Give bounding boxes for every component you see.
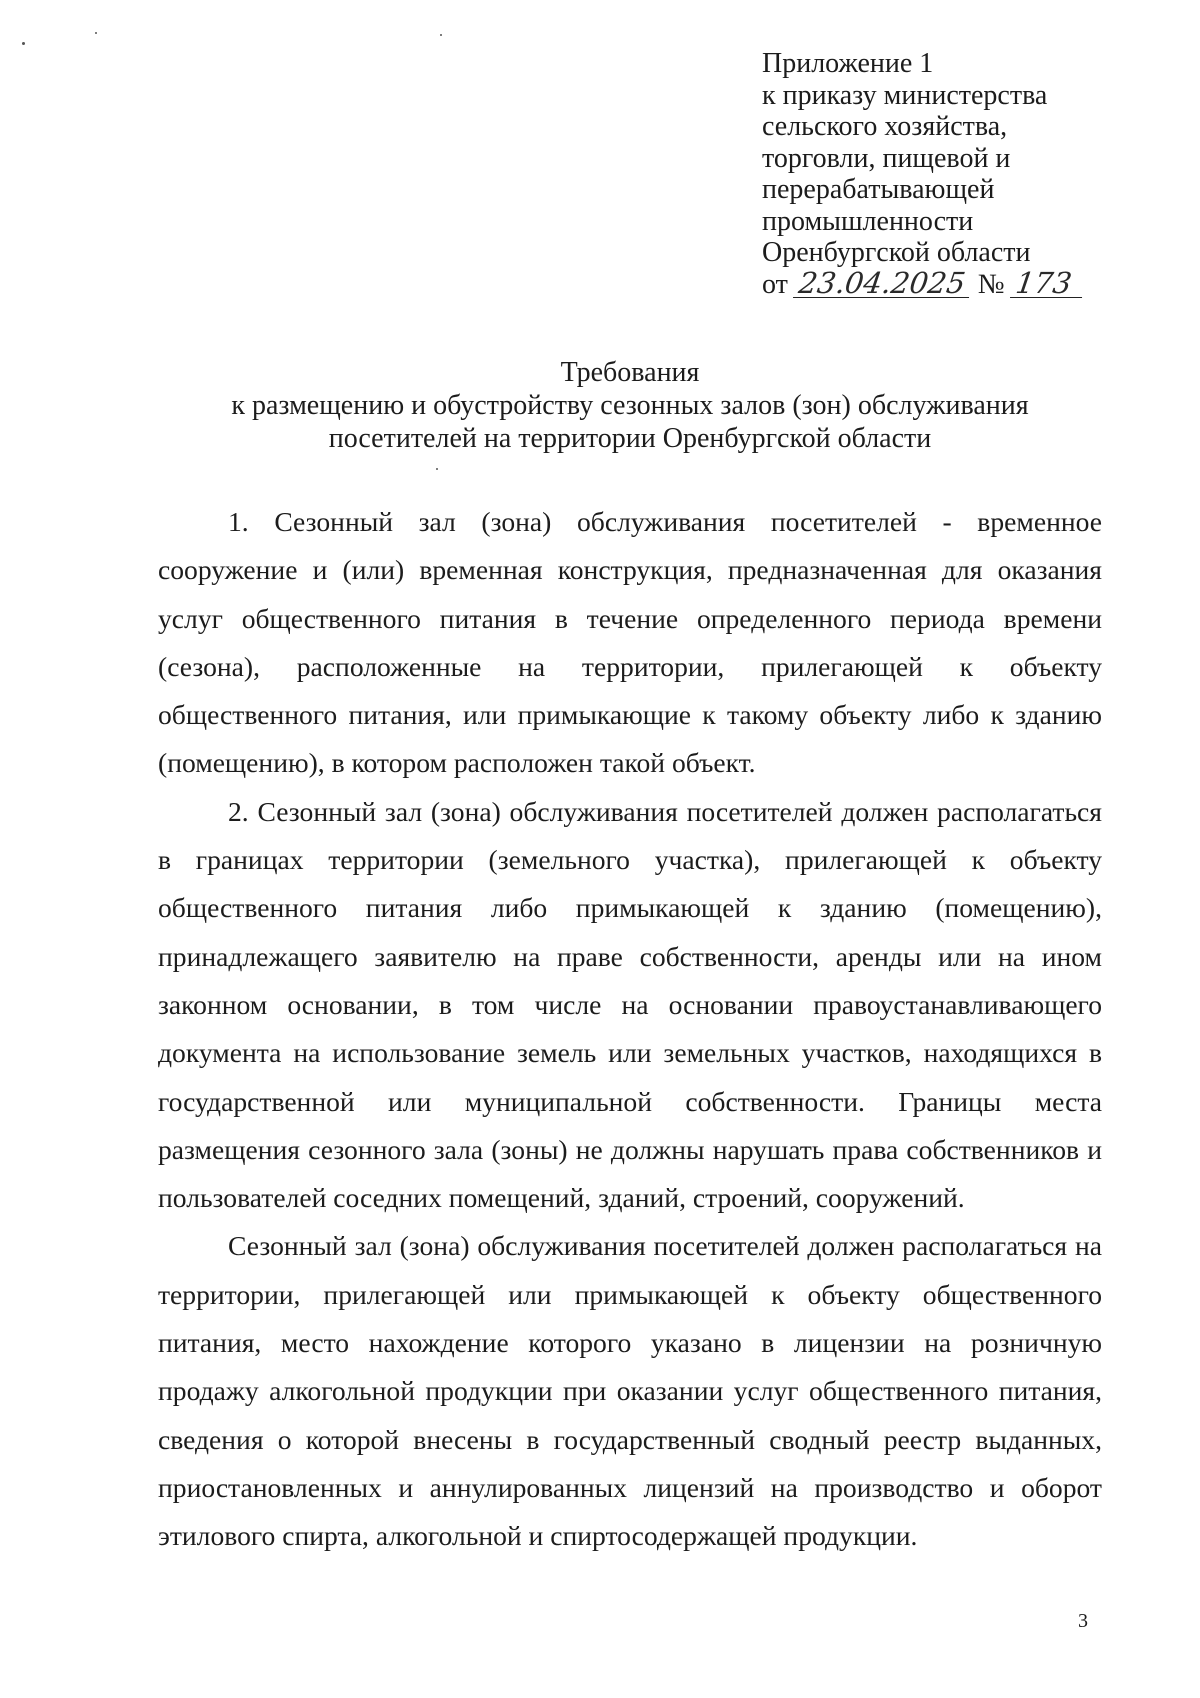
scan-speck (436, 468, 438, 470)
document-body (158, 498, 1102, 1561)
scan-speck (22, 42, 25, 45)
page-number: 3 (1078, 1610, 1088, 1632)
number-sign: № (977, 268, 1005, 300)
appendix-line: к приказу министерства (762, 79, 1048, 111)
order-date-line (762, 265, 1142, 301)
appendix-line: Оренбургской области (762, 237, 1031, 268)
appendix-line: перерабатывающей (762, 174, 995, 205)
scan-speck (95, 32, 97, 34)
title-line-2: к размещению и обустройству сезонных залов (зон) обслуживания (231, 390, 1029, 421)
appendix-header (762, 48, 1142, 300)
appendix-line: промышленности (762, 205, 974, 237)
date-prefix: от (762, 268, 788, 300)
scan-speck (440, 34, 442, 36)
appendix-line: сельского хозяйства, (762, 111, 1008, 142)
handwritten-date: 23.04.2025 (793, 269, 973, 298)
document-title (160, 356, 1100, 455)
appendix-line: Приложение 1 (762, 48, 934, 79)
title-line-3: посетителей на территории Оренбургской области (328, 423, 932, 454)
paragraph-2: 2. Сезонный зал (зона) обслуживания посетителей должен располагаться в границах территории (земельного участка), прилегающей к объекту общественного питания либо примыкающей к зданию (помещению), принадлежащего заявителю на праве собственности, аренды или на ином законном основании, в том числе на основании правоустанавливающего документа на использование земель или земельных участков, находящихся в государственной или муниципальной собственности. Границы места размещения сезонного зала (зоны) не должны нарушать права собственников и пользователей соседних помещений, зданий, строений, сооружений. (158, 795, 1102, 1214)
paragraph-3: Сезонный зал (зона) обслуживания посетителей должен располагаться на территории, прилегающей или примыкающей к объекту общественного питания, место нахождение которого указано в лицензии на розничную продажу алкогольной продукции при оказании услуг общественного питания, сведения о которой внесены в государственный сводный реестр выданных, приостановленных и аннулированных лицензий на производство и оборот этилового спирта, алкогольной и спиртосодержащей продукции. (158, 1230, 1102, 1552)
appendix-line: торговли, пищевой и (762, 142, 1011, 174)
paragraph-1: 1. Сезонный зал (зона) обслуживания посетителей - временное сооружение и (или) временная конструкция, предназначенная для оказания услуг общественного питания в течение определенного периода времени (сезона), расположенные на территории, прилегающей к объекту общественного питания, или примыкающие к такому объекту либо к зданию (помещению), в котором расположен такой объект. (158, 506, 1102, 779)
handwritten-order-number: 173 (1010, 269, 1086, 298)
title-line-1: Требования (560, 357, 700, 388)
